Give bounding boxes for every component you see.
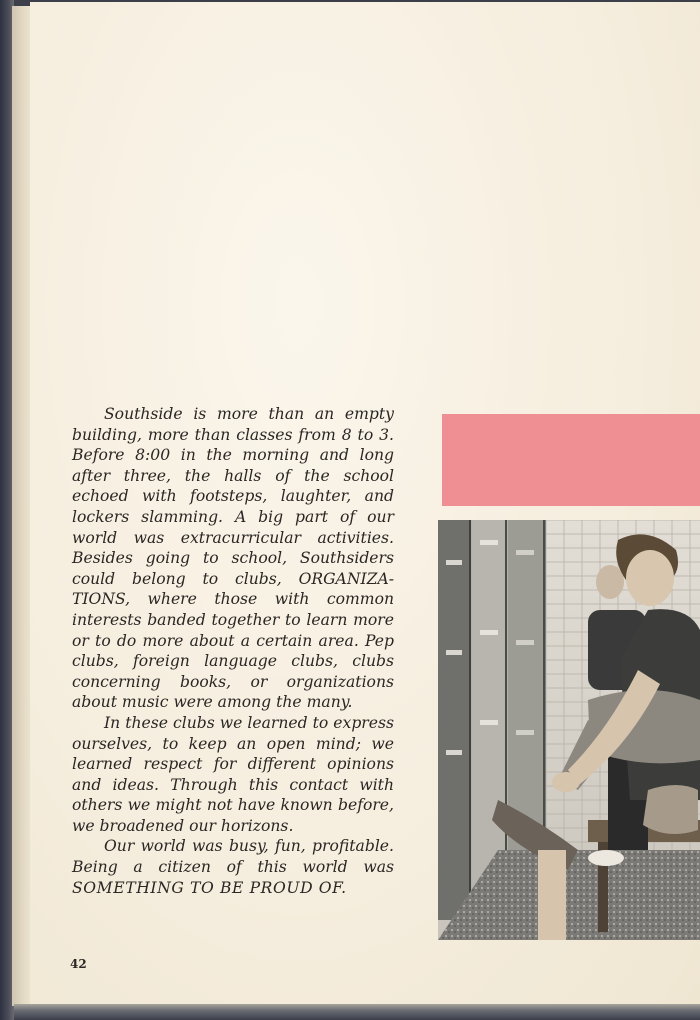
page-number: 42	[70, 957, 87, 971]
closing-phrase: SOMETHING TO BE PROUD OF.	[72, 878, 347, 897]
locker-room-photo	[438, 520, 700, 940]
article-body	[72, 404, 394, 898]
article-paragraph-3-text: Our world was busy, fun, profitable. Being a citizen of this world was	[72, 837, 394, 877]
book-bottom-edge	[14, 1004, 700, 1020]
article-paragraph-2: In these clubs we learned to express ourselves, to keep an open mind; we learned respect for different opinions and ideas. Through this contact with others we might not have known before, we broadened our horizons.	[72, 713, 394, 835]
article-paragraph-3	[72, 836, 394, 898]
photo-illustration	[438, 520, 700, 940]
article-paragraph-1: Southside is more than an empty building, more than classes from 8 to 3. Before 8:00 in the morning and long after three, the halls of the school echoed with footsteps, laughter, and lockers slamming. A big part of our world was extracurricular activities. Besides going to school, Southsiders could belong to clubs, ORGANIZATIONS, where those with common interests banded together to learn more or to do more about a certain area. Pep clubs, foreign language clubs, clubs concerning books, or organizations about music were among the many.	[72, 405, 394, 712]
accent-color-bar	[442, 414, 700, 506]
